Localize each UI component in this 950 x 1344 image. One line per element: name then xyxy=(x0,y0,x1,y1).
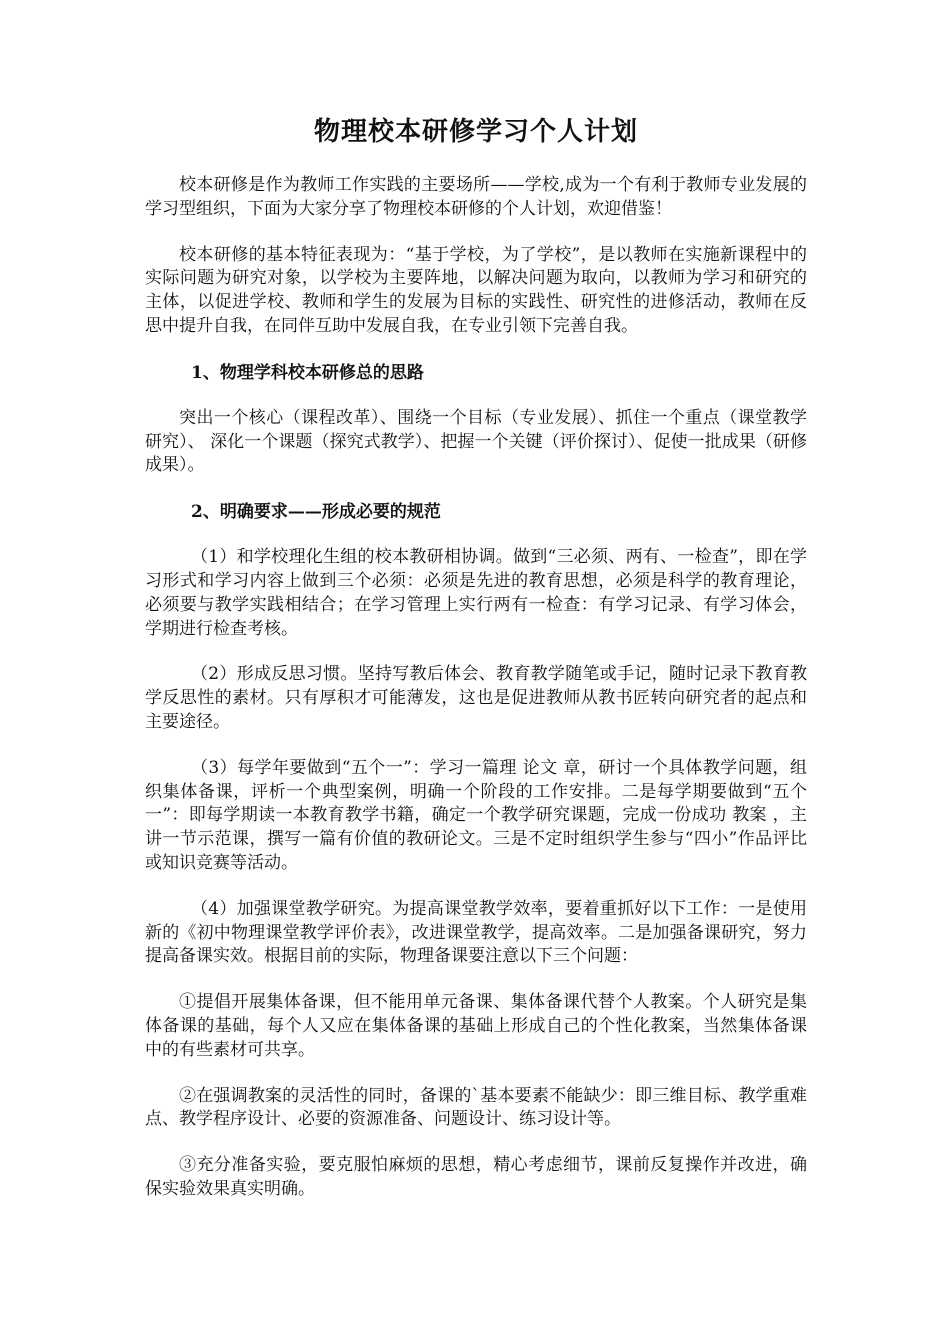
intro-paragraph: 校本研修是作为教师工作实践的主要场所——学校,成为一个有利于教师专业发展的学习型组织，下面为大家分享了物理校本研修的个人计划，欢迎借鉴！ xyxy=(145,175,807,219)
lesson-prep-point-2: ②在强调教案的灵活性的同时，备课的`基本要素不能缺少：即三维目标、教学重难点、教学程序设计、必要的资源准备、问题设计、练习设计等。 xyxy=(145,1085,807,1130)
requirement-item-2: （2）形成反思习惯。坚持写教后体会、教育教学随笔或手记，随时记录下教育教学反思性的素材。只有厚积才可能薄发，这也是促进教师从教书匠转向研究者的起点和主要途径。 xyxy=(145,664,807,732)
section-2-heading: 2、明确要求——形成必要的规范 xyxy=(191,502,441,523)
document-page xyxy=(145,112,807,1224)
requirement-item-3: （3）每学年要做到“五个一”：学习一篇理 论文 章，研讨一个具体教学问题，组织集体备课，评析一个典型案例，明确一个阶段的工作安排。二是每学期要做到“五个一”：即每学期读一本教育教学书籍，确定一个教学研究课题，完成一份成功 教案 ，主讲一节示范课，撰写一篇有价值的教研论文。三是不定时组织学生参与“四小”作品评比或知识竞赛等活动。 xyxy=(145,757,807,873)
requirement-item-4: （4）加强课堂教学研究。为提高课堂教学效率，要着重抓好以下工作：一是使用新的《初中物理课堂教学评价表》，改进课堂教学，提高效率。二是加强备课研究，努力提高备课实效。根据目前的实际，物理备课要注意以下三个问题： xyxy=(145,898,807,967)
definition-paragraph: 校本研修的基本特征表现为：“基于学校，为了学校”，是以教师在实施新课程中的实际问题为研究对象，以学校为主要阵地，以解决问题为取向，以教师为学习和研究的主体，以促进学校、教师和学生的发展为目标的实践性、研究性的进修活动，教师在反思中提升自我，在同伴互助中发展自我，在专业引领下完善自我。 xyxy=(145,244,807,336)
lesson-prep-point-1: ①提倡开展集体备课，但不能用单元备课、集体备课代替个人教案。个人研究是集体备课的基础，每个人又应在集体备课的基础上形成自己的个性化教案，当然集体备课中的有些素材可共享。 xyxy=(145,992,807,1060)
section-1-heading: 1、物理学科校本研修总的思路 xyxy=(191,362,424,383)
requirement-item-1: （1）和学校理化生组的校本教研相协调。做到“三必须、两有、一检查”，即在学习形式和学习内容上做到三个必须：必须是先进的教育思想，必须是科学的教育理论，必须要与教学实践相结合；在学习管理上实行两有一检查：有学习记录、有学习体会，学期进行检查考核。 xyxy=(145,547,807,639)
lesson-prep-point-3: ③充分准备实验，要克服怕麻烦的思想，精心考虑细节，课前反复操作并改进，确保实验效果真实明确。 xyxy=(145,1155,807,1199)
document-title: 物理校本研修学习个人计划 xyxy=(313,117,638,147)
section-1-body: 突出一个核心（课程改革）、围绕一个目标（专业发展）、抓住一个重点（课堂教学研究）、 深化一个课题（探究式教学）、把握一个关键（评价探讨）、促使一批成果（研修成果）。 xyxy=(145,407,807,476)
